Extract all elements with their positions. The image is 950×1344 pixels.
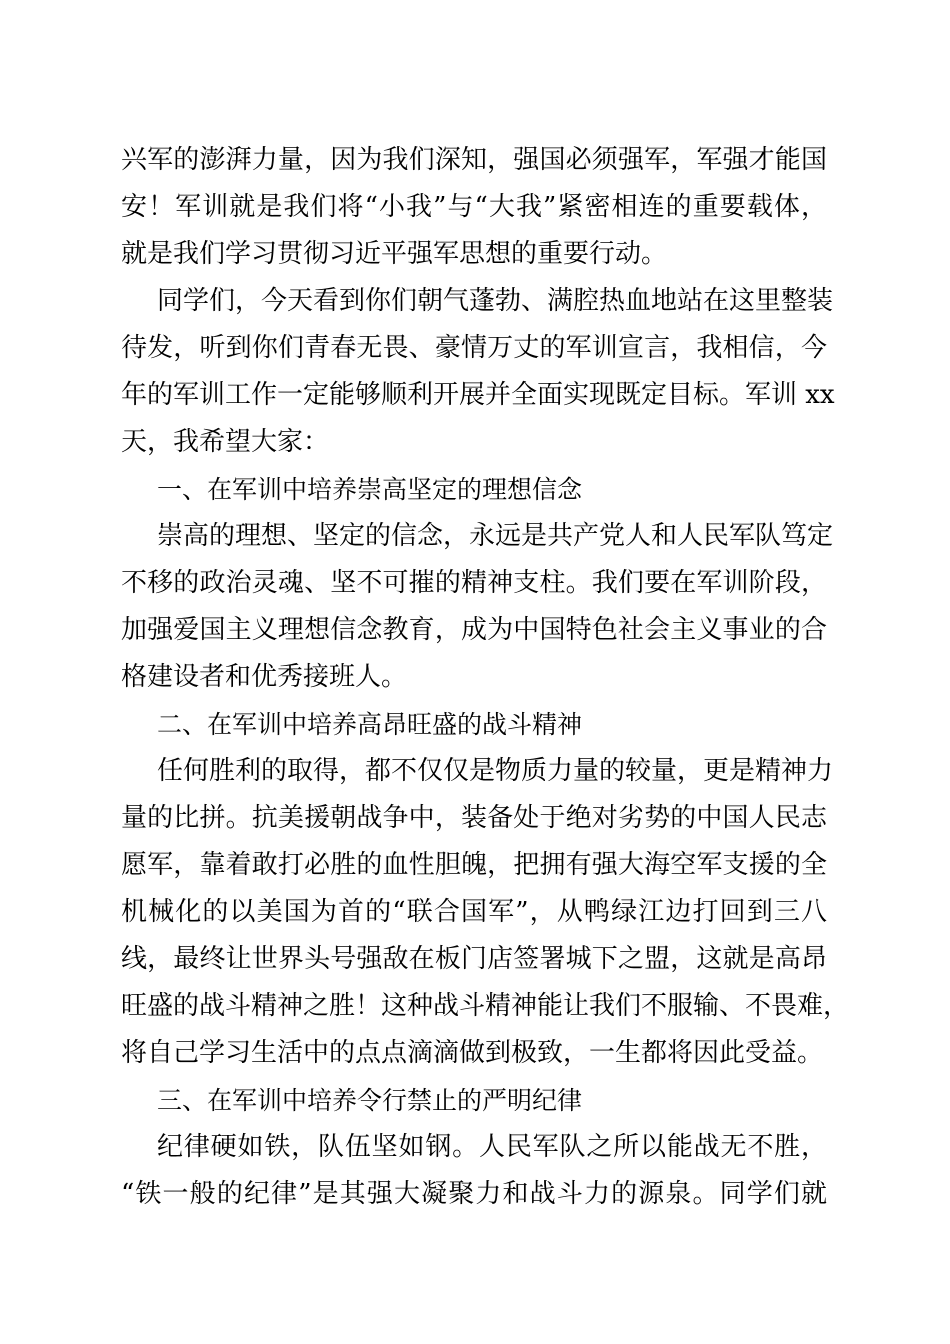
paragraph-line: 线，最终让世界头号强敌在板门店签署城下之盟，这就是高昂 [121,944,827,974]
paragraph-line: “铁一般的纪律”是其强大凝聚力和战斗力的源泉。同学们就 [121,1179,827,1209]
paragraph-line: 机械化的以美国为首的“联合国军”，从鸭绿江边打回到三八 [121,897,827,927]
paragraph-line: 愿军，靠着敢打必胜的血性胆魄，把拥有强大海空军支援的全 [121,850,827,880]
paragraph-line: 安！军训就是我们将“小我”与“大我”紧密相连的重要载体， [121,192,827,222]
paragraph-line: 同学们，今天看到你们朝气蓬勃、满腔热血地站在这里整装 [157,286,834,316]
section-heading-3: 三、在军训中培养令行禁止的严明纪律 [157,1086,583,1115]
paragraph-line: 崇高的理想、坚定的信念，永远是共产党人和人民军队笃定 [157,521,834,551]
paragraph-line: 将自己学习生活中的点点滴滴做到极致，一生都将因此受益。 [121,1038,824,1068]
section-heading-2: 二、在军训中培养高昂旺盛的战斗精神 [157,710,583,739]
section-heading-1: 一、在军训中培养崇高坚定的理想信念 [157,475,583,504]
paragraph-line: 任何胜利的取得，都不仅仅是物质力量的较量，更是精神力 [157,756,834,786]
paragraph-line: 兴军的澎湃力量，因为我们深知，强国必须强军，军强才能国 [121,145,827,175]
paragraph-line: 年的军训工作一定能够顺利开展并全面实现既定目标。军训 xx [121,380,835,410]
paragraph-line: 待发，听到你们青春无畏、豪情万丈的军训宣言，我相信，今 [121,333,827,363]
paragraph-line: 加强爱国主义理想信念教育，成为中国特色社会主义事业的合 [121,615,827,645]
paragraph-line: 就是我们学习贯彻习近平强军思想的重要行动。 [121,239,668,269]
paragraph-line: 不移的政治灵魂、坚不可摧的精神支柱。我们要在军训阶段， [121,568,827,598]
paragraph-line: 格建设者和优秀接班人。 [121,662,408,692]
paragraph-line: 纪律硬如铁，队伍坚如钢。人民军队之所以能战无不胜， [157,1132,827,1162]
paragraph-line: 天，我希望大家： [121,427,330,457]
paragraph-line: 量的比拼。抗美援朝战争中，装备处于绝对劣势的中国人民志 [121,803,827,833]
paragraph-line: 旺盛的战斗精神之胜！这种战斗精神能让我们不服输、不畏难， [121,991,850,1021]
